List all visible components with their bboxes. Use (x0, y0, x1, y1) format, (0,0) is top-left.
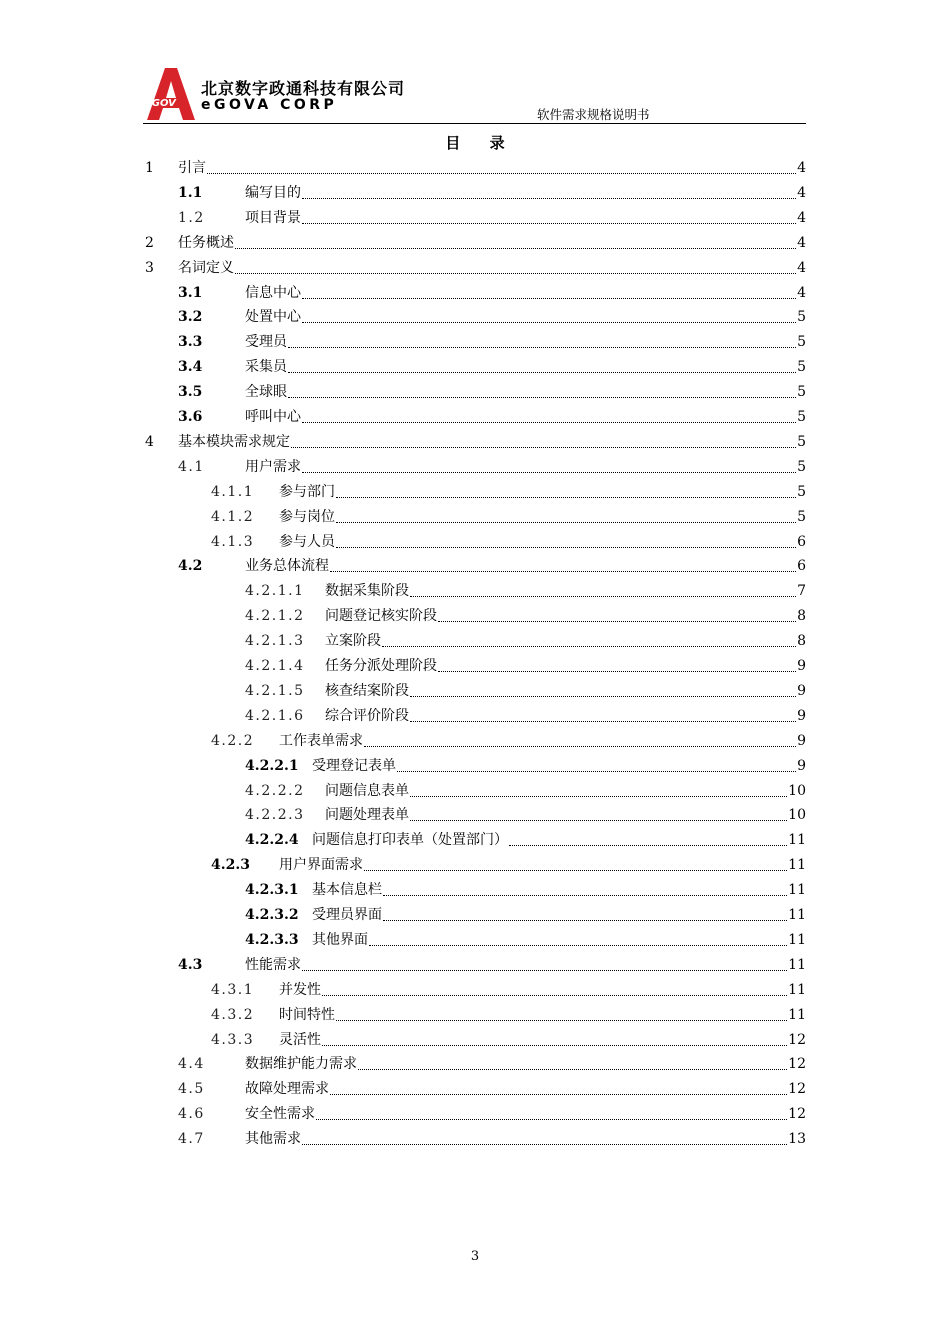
toc-entry-page: 11 (788, 956, 806, 973)
toc-entry-title: 其他需求 (245, 1131, 301, 1148)
toc-entry-page: 10 (788, 807, 806, 824)
toc-dot-leader (509, 844, 787, 846)
toc-dot-leader (288, 396, 796, 398)
toc-dot-leader (336, 1019, 787, 1021)
toc-dot-leader (364, 745, 796, 747)
toc-entry-title: 信息中心 (245, 284, 301, 301)
toc-entry-title: 数据维护能力需求 (245, 1056, 357, 1073)
toc-entry[interactable] (0, 1030, 806, 1050)
toc-dot-leader (302, 471, 796, 473)
toc-entry[interactable] (0, 681, 806, 701)
toc-dot-leader (322, 1044, 787, 1046)
toc-dot-leader (291, 446, 796, 448)
toc-entry-page: 11 (788, 931, 806, 948)
toc-dot-leader (438, 620, 796, 622)
toc-entry-page: 9 (797, 658, 806, 674)
toc-entry[interactable] (0, 656, 806, 676)
toc-entry[interactable] (0, 731, 806, 751)
toc-entry-page: 4 (797, 184, 806, 201)
toc-entry-number: 4.2 (178, 558, 203, 575)
toc-dot-leader (302, 969, 787, 971)
toc-entry-title: 核查结案阶段 (325, 682, 409, 699)
toc-entry-page: 9 (797, 732, 806, 749)
toc-entry-title: 引言 (178, 160, 206, 176)
toc-entry-number: 1 (145, 160, 154, 176)
toc-entry-page: 7 (797, 583, 806, 600)
toc-entry-page: 5 (797, 433, 806, 450)
toc-entry[interactable] (0, 930, 806, 950)
toc-entry-title: 全球眼 (245, 384, 287, 401)
toc-dot-leader (410, 695, 796, 697)
toc-dot-leader (302, 222, 796, 224)
toc-entry-title: 性能需求 (245, 956, 301, 973)
toc-entry-page: 4 (797, 259, 806, 276)
toc-entry-number: 3.2 (178, 309, 203, 326)
toc-entry-title: 故障处理需求 (245, 1081, 329, 1098)
toc-dot-leader (288, 371, 796, 373)
toc-entry[interactable] (0, 307, 806, 327)
toc-entry-page: 6 (797, 558, 806, 575)
toc-entry-title: 受理登记表单 (312, 757, 396, 774)
toc-entry-page: 4 (797, 234, 806, 251)
toc-entry-page: 10 (788, 782, 806, 799)
toc-dot-leader (302, 197, 796, 199)
toc-entry-title: 时间特性 (279, 1006, 335, 1023)
toc-entry[interactable] (0, 855, 806, 875)
toc-dot-leader (207, 172, 796, 174)
toc-dot-leader (383, 919, 787, 921)
toc-dot-leader (330, 570, 796, 572)
toc-entry-title: 问题处理表单 (325, 807, 409, 824)
toc-dot-leader (302, 321, 796, 323)
toc-entry[interactable] (0, 532, 806, 552)
toc-entry-number: 4.2.1.5 (245, 682, 305, 699)
toc-entry-number: 4.2.3 (211, 857, 250, 874)
toc-entry-title: 任务分派处理阶段 (325, 658, 437, 674)
toc-dot-leader (358, 1068, 787, 1070)
toc-dot-leader (438, 670, 796, 672)
toc-entry-page: 8 (797, 633, 806, 650)
toc-entry-number: 4.2.1.3 (245, 633, 305, 650)
page-header (143, 66, 806, 124)
toc-entry[interactable] (0, 556, 806, 576)
company-name-en: eGOVA CORP (201, 97, 338, 113)
toc-heading: 目 录 (445, 134, 517, 152)
toc-entry[interactable] (0, 830, 806, 850)
toc-entry-page: 4 (797, 160, 806, 176)
toc-entry-page: 5 (797, 384, 806, 401)
toc-dot-leader (364, 869, 787, 871)
toc-entry[interactable] (0, 581, 806, 601)
toc-entry-number: 4.2.3.2 (245, 907, 299, 923)
toc-entry-number: 4.2.2.2 (245, 782, 305, 799)
toc-entry-page: 9 (797, 682, 806, 699)
toc-entry-page: 5 (797, 309, 806, 326)
toc-entry[interactable] (0, 1104, 806, 1124)
toc-entry-page: 5 (797, 359, 806, 376)
toc-entry-title: 编写目的 (245, 184, 301, 201)
toc-dot-leader (302, 421, 796, 423)
toc-entry[interactable] (0, 1079, 806, 1099)
toc-dot-leader (410, 720, 796, 722)
toc-entry-title: 处置中心 (245, 309, 301, 326)
toc-dot-leader (383, 894, 787, 896)
toc-dot-leader (410, 795, 787, 797)
toc-entry[interactable] (0, 880, 806, 900)
toc-entry[interactable] (0, 382, 806, 402)
svg-text:eGOV: eGOV (145, 98, 176, 109)
toc-entry-page: 4 (797, 209, 806, 226)
toc-entry-number: 2 (145, 234, 154, 251)
toc-entry-number: 3.1 (178, 284, 203, 301)
toc-dot-leader (336, 521, 796, 523)
toc-entry-number: 4.2.1.4 (245, 658, 305, 674)
toc-entry-title: 安全性需求 (245, 1106, 315, 1123)
toc-entry-page: 9 (797, 707, 806, 724)
toc-entry-number: 4.1.1 (211, 483, 255, 500)
toc-dot-leader (235, 272, 796, 274)
toc-entry[interactable] (0, 332, 806, 352)
toc-entry-page: 11 (788, 832, 806, 849)
toc-entry-title: 参与人员 (279, 533, 335, 550)
toc-entry-page: 6 (797, 533, 806, 550)
toc-entry[interactable] (0, 955, 806, 975)
toc-entry-number: 3.4 (178, 359, 203, 376)
toc-dot-leader (410, 595, 796, 597)
company-name-cn: 北京数字政通科技有限公司 (201, 79, 406, 98)
toc-entry-title: 呼叫中心 (245, 409, 301, 425)
toc-dot-leader (322, 994, 787, 996)
toc-entry-number: 4.2.2.4 (245, 832, 299, 849)
toc-dot-leader (302, 297, 796, 299)
toc-entry-number: 3.5 (178, 384, 203, 401)
toc-entry-title: 工作表单需求 (279, 732, 363, 749)
toc-entry-number: 4.4 (178, 1056, 205, 1073)
toc-entry-number: 4.6 (178, 1106, 205, 1123)
toc-entry[interactable] (0, 407, 806, 427)
toc-entry-number: 4 (145, 433, 154, 450)
toc-entry[interactable] (0, 208, 806, 228)
toc-entry-number: 4.1.2 (211, 508, 255, 525)
toc-entry-page: 9 (797, 757, 806, 774)
toc-dot-leader (397, 770, 796, 772)
toc-entry-number: 4.2.1.2 (245, 608, 305, 625)
toc-entry-number: 4.1 (178, 458, 205, 475)
toc-entry-number: 4.2.2.3 (245, 807, 305, 824)
toc-dot-leader (410, 819, 787, 821)
toc-entry-number: 4.2.1.1 (245, 583, 305, 600)
toc-entry[interactable] (0, 432, 806, 452)
toc-entry-page: 8 (797, 608, 806, 625)
toc-dot-leader (369, 944, 787, 946)
toc-entry[interactable] (0, 1129, 806, 1149)
toc-entry-title: 名词定义 (178, 259, 234, 276)
toc-entry[interactable] (0, 631, 806, 651)
toc-entry-page: 5 (797, 409, 806, 425)
toc-entry-number: 4.3.3 (211, 1031, 255, 1048)
toc-entry-number: 4.5 (178, 1081, 205, 1098)
toc-entry-number: 4.2.1.6 (245, 707, 305, 724)
toc-entry-page: 13 (788, 1131, 806, 1148)
toc-entry-title: 问题登记核实阶段 (325, 608, 437, 625)
toc-entry-page: 12 (788, 1106, 806, 1123)
toc-entry[interactable] (0, 507, 806, 527)
toc-entry-number: 4.3 (178, 956, 203, 973)
toc-entry-page: 11 (788, 1006, 806, 1023)
egov-logo-icon (143, 66, 199, 122)
toc-entry-title: 采集员 (245, 359, 287, 376)
toc-entry-number: 4.3.2 (211, 1006, 255, 1023)
toc-dot-leader (382, 645, 796, 647)
toc-entry[interactable] (0, 980, 806, 1000)
toc-entry-page: 12 (788, 1056, 806, 1073)
toc-entry-title: 基本模块需求规定 (178, 433, 290, 450)
toc-entry-page: 11 (788, 857, 806, 874)
toc-entry-number: 3 (145, 259, 154, 276)
toc-entry-title: 受理员 (245, 334, 287, 351)
toc-entry[interactable] (0, 283, 806, 303)
toc-entry-number: 4.2.3.1 (245, 882, 299, 899)
toc-entry-title: 综合评价阶段 (325, 707, 409, 724)
toc-entry-page: 5 (797, 483, 806, 500)
toc-entry[interactable] (0, 183, 806, 203)
toc-entry-title: 立案阶段 (325, 633, 381, 650)
toc-entry-title: 数据采集阶段 (325, 583, 409, 600)
toc-entry-title: 其他界面 (312, 931, 368, 948)
toc-entry-number: 4.1.3 (211, 533, 255, 550)
toc-entry-page: 4 (797, 284, 806, 301)
toc-entry-title: 参与岗位 (279, 508, 335, 525)
toc-entry-title: 参与部门 (279, 483, 335, 500)
page-number: 3 (470, 1249, 480, 1264)
toc-entry-page: 5 (797, 334, 806, 351)
toc-entry-number: 4.2.2 (211, 732, 255, 749)
toc-entry-title: 业务总体流程 (245, 558, 329, 575)
toc-entry[interactable] (0, 706, 806, 726)
toc-entry-page: 5 (797, 508, 806, 525)
toc-dot-leader (316, 1118, 787, 1120)
toc-entry-number: 1.1 (178, 184, 203, 201)
toc-entry-number: 1.2 (178, 209, 205, 226)
toc-entry-page: 12 (788, 1081, 806, 1098)
toc-entry-title: 并发性 (279, 981, 321, 998)
toc-entry[interactable] (0, 258, 806, 278)
toc-entry[interactable] (0, 233, 806, 253)
toc-dot-leader (330, 1093, 787, 1095)
toc-dot-leader (336, 496, 796, 498)
toc-entry[interactable] (0, 756, 806, 776)
toc-entry-title: 灵活性 (279, 1031, 321, 1048)
toc-entry-number: 4.2.3.3 (245, 931, 299, 948)
toc-entry-title: 问题信息表单 (325, 782, 409, 799)
toc-entry[interactable] (0, 158, 806, 178)
header-divider (143, 123, 806, 124)
toc-entry-title: 基本信息栏 (312, 882, 382, 899)
toc-entry[interactable] (0, 781, 806, 801)
toc-entry-page: 11 (788, 907, 806, 923)
toc-entry-page: 5 (797, 458, 806, 475)
toc-entry-number: 4.2.2.1 (245, 757, 299, 774)
toc-entry[interactable] (0, 1005, 806, 1025)
toc-entry[interactable] (0, 482, 806, 502)
document-title: 软件需求规格说明书 (537, 107, 650, 122)
toc-entry[interactable] (0, 805, 806, 825)
toc-entry[interactable] (0, 457, 806, 477)
toc-entry[interactable] (0, 606, 806, 626)
toc-entry-title: 用户界面需求 (279, 857, 363, 874)
toc-entry-title: 受理员界面 (312, 907, 382, 923)
toc-entry-page: 11 (788, 882, 806, 899)
toc-dot-leader (302, 1143, 787, 1145)
toc-entry[interactable] (0, 905, 806, 925)
toc-entry-number: 4.7 (178, 1131, 205, 1148)
toc-dot-leader (235, 247, 796, 249)
toc-entry-title: 用户需求 (245, 458, 301, 475)
toc-entry-page: 12 (788, 1031, 806, 1048)
toc-dot-leader (336, 546, 796, 548)
toc-entry[interactable] (0, 1054, 806, 1074)
toc-entry-title: 任务概述 (178, 234, 234, 251)
toc-entry-number: 4.3.1 (211, 981, 255, 998)
toc-dot-leader (288, 346, 796, 348)
toc-entry[interactable] (0, 357, 806, 377)
toc-entry-number: 3.6 (178, 409, 203, 425)
toc-entry-title: 项目背景 (245, 209, 301, 226)
toc-entry-number: 3.3 (178, 334, 203, 351)
toc-entry-page: 11 (788, 981, 806, 998)
toc-entry-title: 问题信息打印表单（处置部门） (312, 832, 508, 849)
